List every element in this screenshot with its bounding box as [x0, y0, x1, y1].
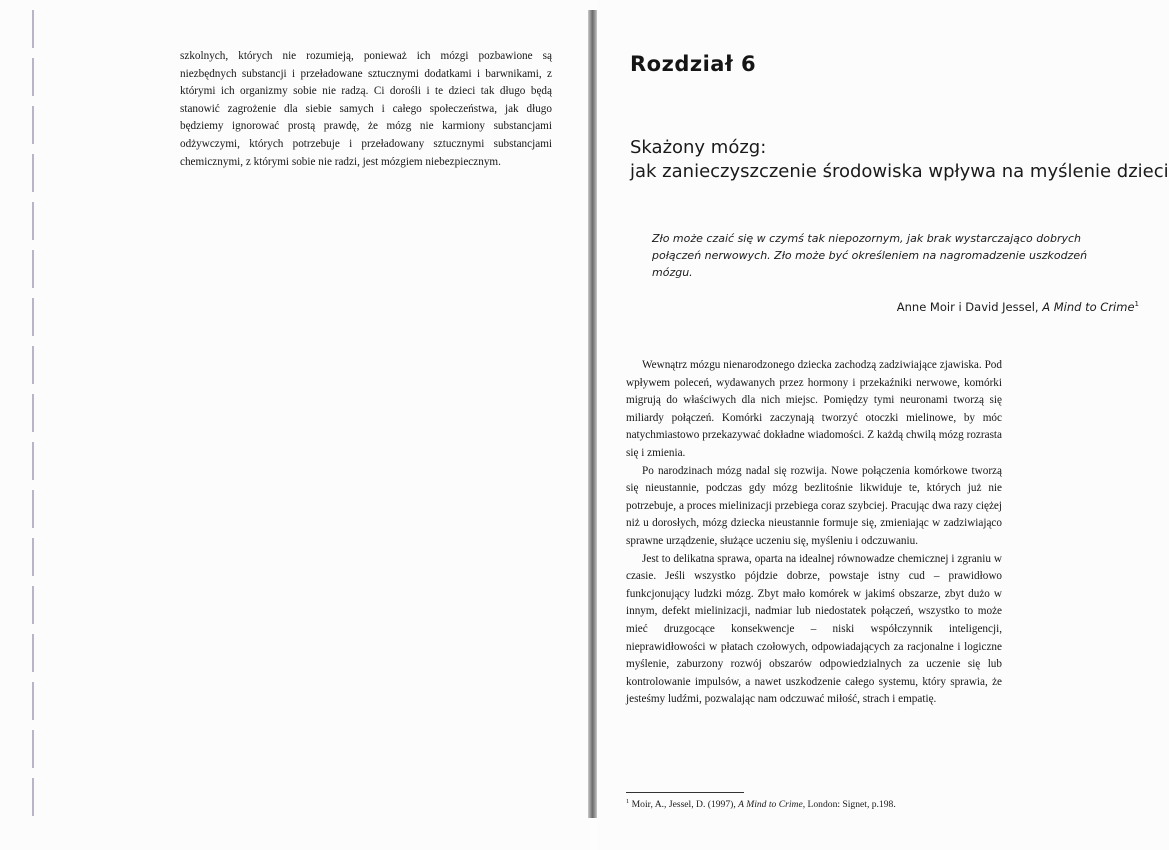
body-paragraph-2: Po narodzinach mózg nadal się rozwija. Nowe połączenia komórkowe tworzą się nieustannie, podczas gdy mózg bezlitośnie likwiduje te, których już nie potrzebuje, a proces mielinizacji przebiega coraz szybciej. Pracując dwa razy ciężej niż u dorosłych, mózg dziecka nieustannie formuje się, zmieniając w zadziwiająco sprawne urządzenie, służące uczeniu się, myśleniu i odczuwaniu. [626, 464, 1002, 547]
chapter-subtitle [630, 136, 1169, 184]
page-edge-marks [32, 10, 34, 820]
body-paragraph-1: Wewnątrz mózgu nienarodzonego dziecka zachodzą zadziwiające zjawiska. Pod wpływem poleceń, wydawanych przez hormony i przekaźniki nerwowe, komórki migrują do właściwych dla nich miejsc. Pomiędzy tymi neuronami tworzą się miliardy połączeń. Komórki zaczynają tworzyć otoczki mielinowe, by móc natychmiastowo przekazywać dokładne wiadomości. Z każdą chwilą mózg rozrasta się i zmienia. [626, 359, 1002, 459]
chapter-title: Rozdział 6 [630, 52, 757, 76]
chapter-subtitle-line-1: Skażony mózg: [630, 137, 767, 158]
epigraph-quote: Zło może czaić się w czymś tak niepozornym, jak brak wystarczająco dobrych połączeń nerwowych. Zło może być określeniem na nagromadzenie uszkodzeń mózgu. [652, 232, 1088, 279]
footnote-text: Moir, A., Jessel, D. (1997), [629, 799, 739, 811]
attribution-authors: Anne Moir i David Jessel, [896, 300, 1043, 314]
left-page-paragraph: szkolnych, których nie rozumieją, ponieważ ich mózgi pozbawione są niezbędnych substancji i przeładowane sztucznymi dodatkami i barwnikami, z którymi ich organizmy sobie nie radzą. Ci dorośli i te dzieci tak długo będą stanowić zagrożenie dla siebie samych i całego społeczeństwa, jak długo będziemy ignorować prostą prawdę, że mózg nie karmiony substancjami odżywczymi, których potrzebuje i przeładowany sztucznymi substancjami chemicznymi, z którymi sobie nie radzi, jest mózgiem niebezpiecznym. [180, 50, 552, 168]
attribution-work-title: A Mind to Crime [1042, 300, 1135, 314]
chapter-body [626, 357, 1002, 709]
footnote-divider [626, 792, 744, 793]
body-paragraph-3: Jest to delikatna sprawa, oparta na idealnej równowadze chemicznej i zgraniu w czasie. Jeśli wszystko pójdzie dobrze, powstaje istny cud – prawidłowo funkcjonujący ludzki mózg. Zbyt mało komórek w jakimś obszarze, zbyt dużo w innym, defekt mielinizacji, nadmiar lub niedostatek połączeń, wszystko to może mieć druzgocące konsekwencje – niski współczynnik inteligencji, nieprawidłowości w płatach czołowych, odpowiadających za racjonalne i logiczne myślenie, zaburzony rozwój obszarów odpowiedzialnych za uczenie się lub kontrolowanie impulsów, a nawet uszkodzenie całego systemu, który sprawia, że jesteśmy ludźmi, pozwalając nam odczuwać miłość, strach i empatię. [626, 552, 1002, 706]
chapter-subtitle-line-2: jak zanieczyszczenie środowiska wpływa na myślenie dzieci [630, 161, 1169, 182]
epigraph-attribution [897, 300, 1139, 314]
footnote-mark: 1 [626, 798, 630, 805]
footnote [626, 798, 896, 810]
footnote-work-title: A Mind to Crime [738, 799, 803, 811]
footnote-reference-mark: 1 [1134, 300, 1139, 309]
footnote-tail: , London: Signet, p.198. [802, 799, 896, 811]
